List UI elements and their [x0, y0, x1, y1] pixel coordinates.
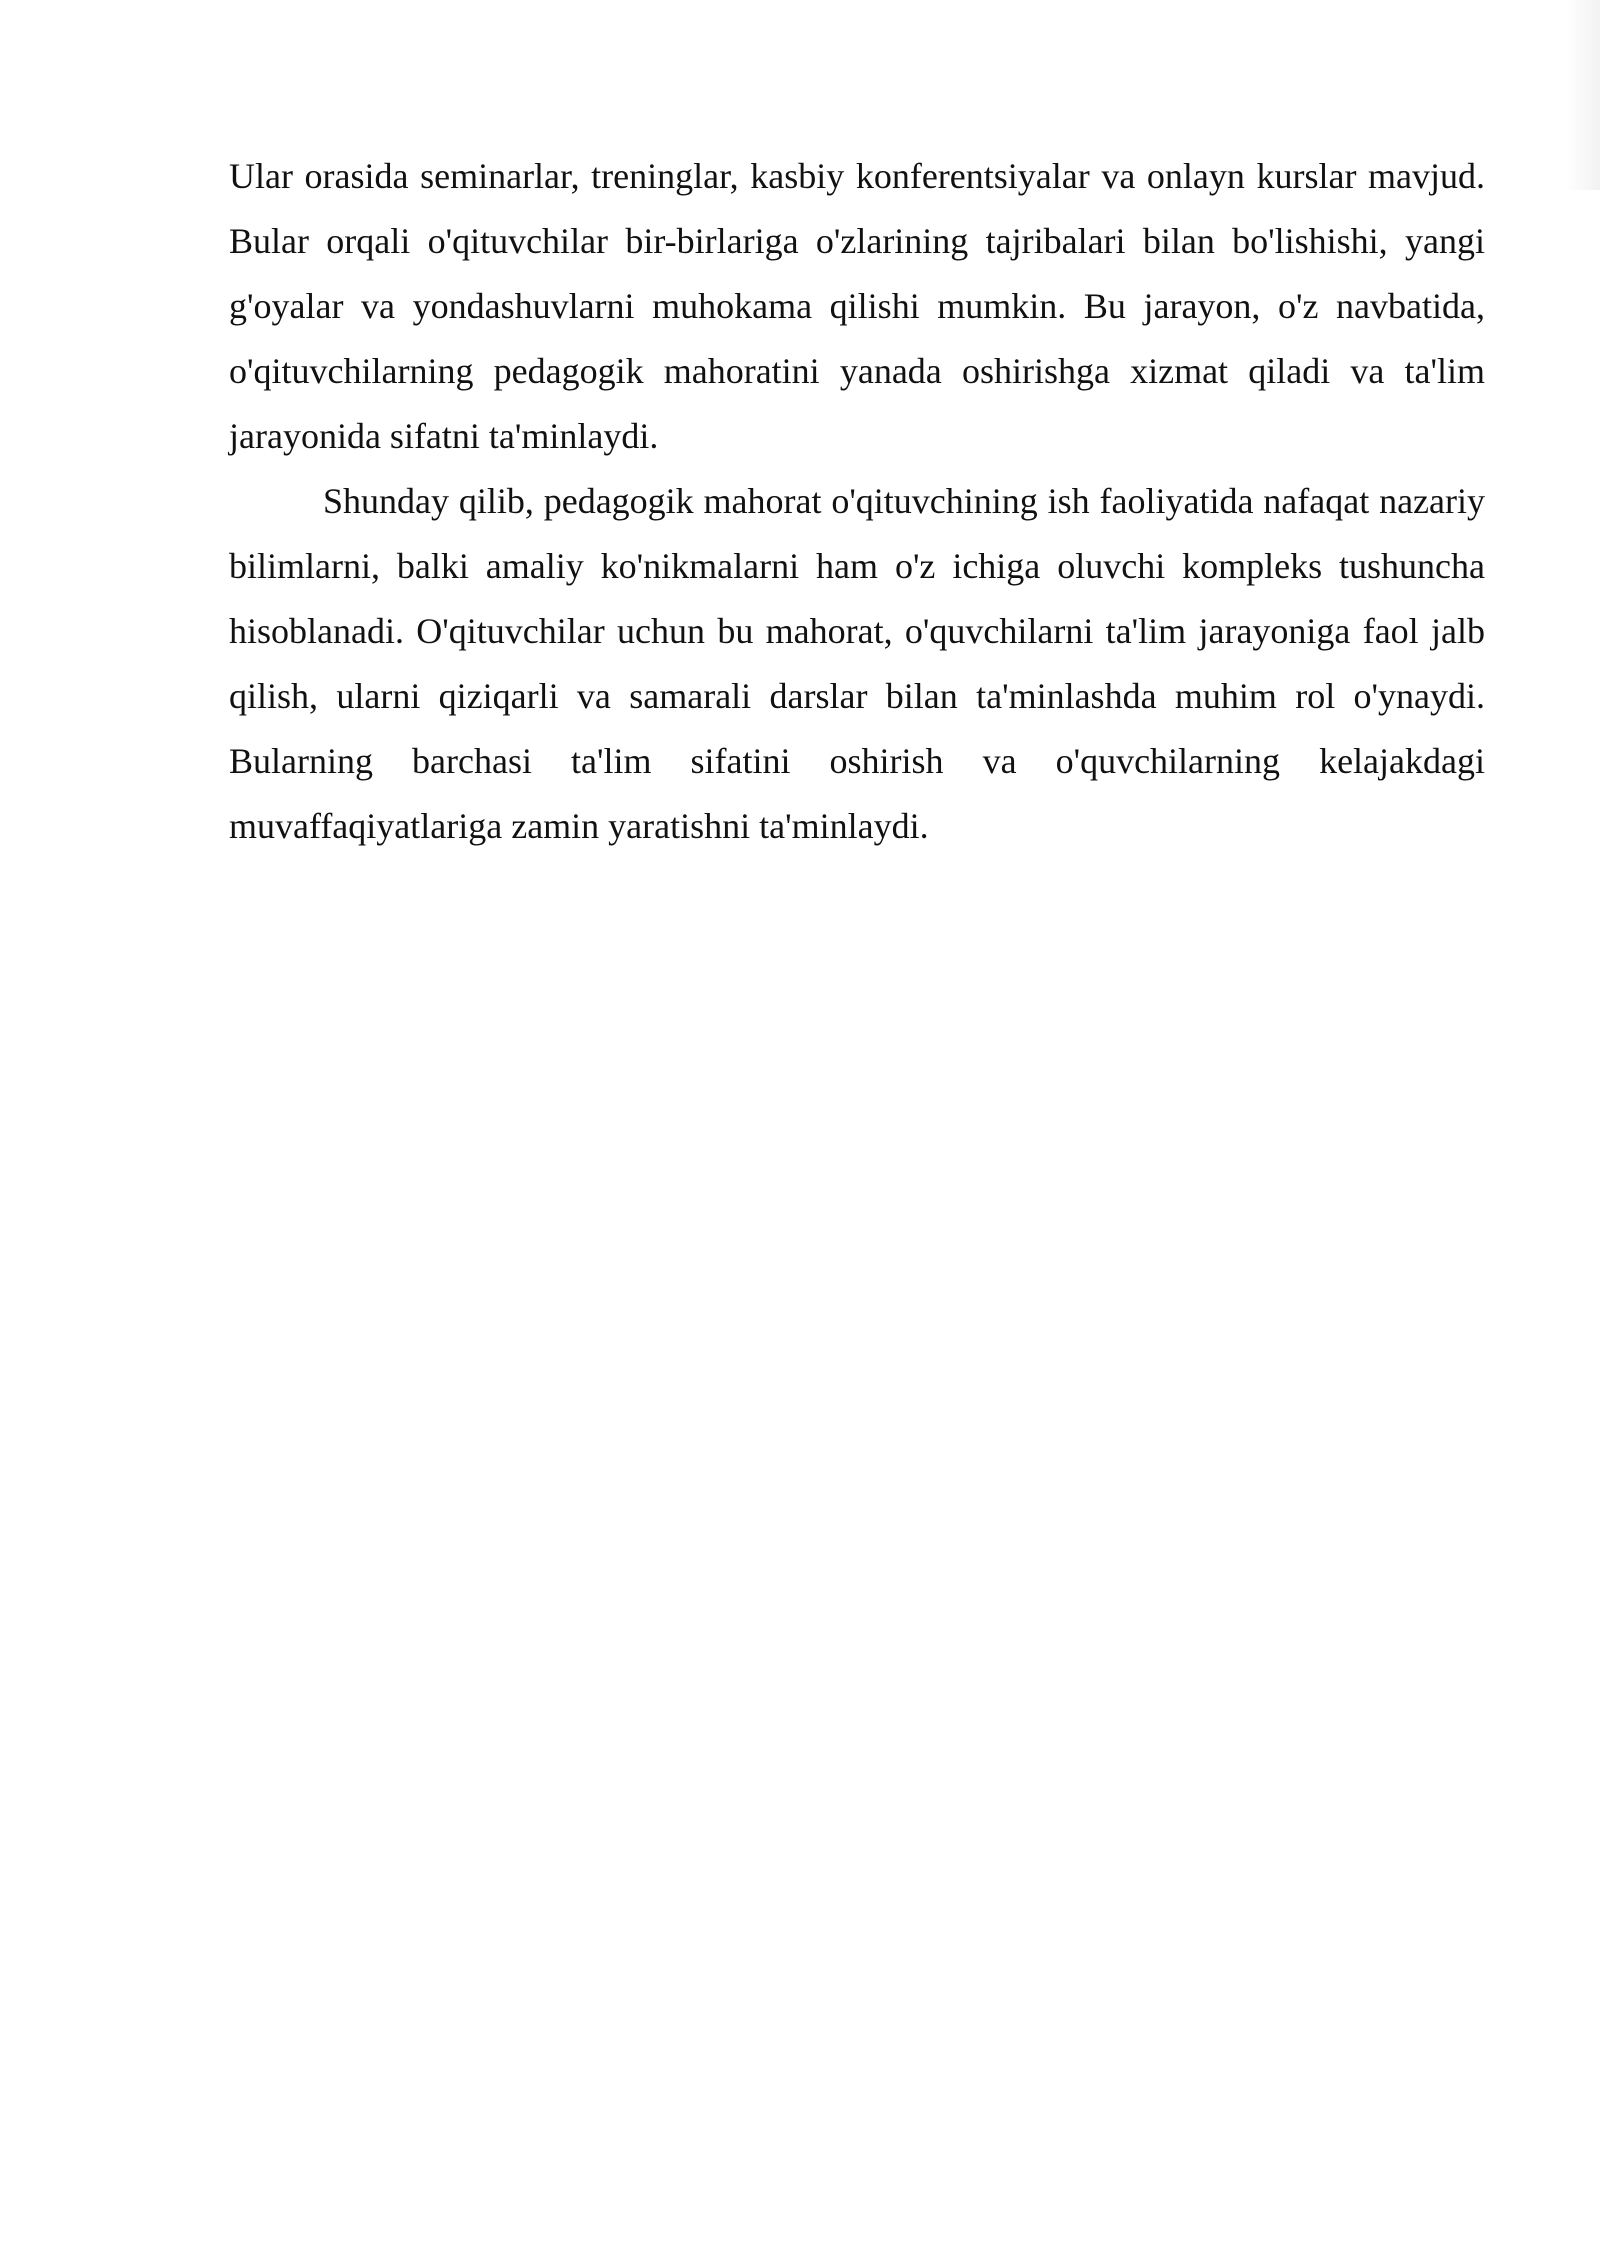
page-edge-shadow: [1566, 0, 1600, 190]
paragraph-continued: Ular orasida seminarlar, treninglar, kasbiy konferentsiyalar va onlayn kurslar mavjud. Bular orqali o'qituvchilar bir-birlariga o'zlarining tajribalari bilan bo'lishishi, yangi g'oyalar va yondashuvlarni muhokama qilishi mumkin. Bu jarayon, o'z navbatida, o'qituvchilarning pedagogik mahoratini yanada oshirishga xizmat qiladi va ta'lim jarayonida sifatni ta'minlaydi.: [229, 156, 1485, 456]
paragraph-conclusion: Shunday qilib, pedagogik mahorat o'qituvchining ish faoliyatida nafaqat nazariy bilimlarni, balki amaliy ko'nikmalarni ham o'z ichiga oluvchi kompleks tushuncha hisoblanadi. O'qituvchilar uchun bu mahorat, o'quvchilarni ta'lim jarayoniga faol jalb qilish, ularni qiziqarli va samarali darslar bilan ta'minlashda muhim rol o'ynaydi. Bularning barchasi ta'lim sifatini oshirish va o'quvchilarning kelajakdagi muvaffaqiyatlariga zamin yaratishni ta'minlaydi.: [229, 481, 1485, 846]
document-body: [229, 144, 1485, 859]
